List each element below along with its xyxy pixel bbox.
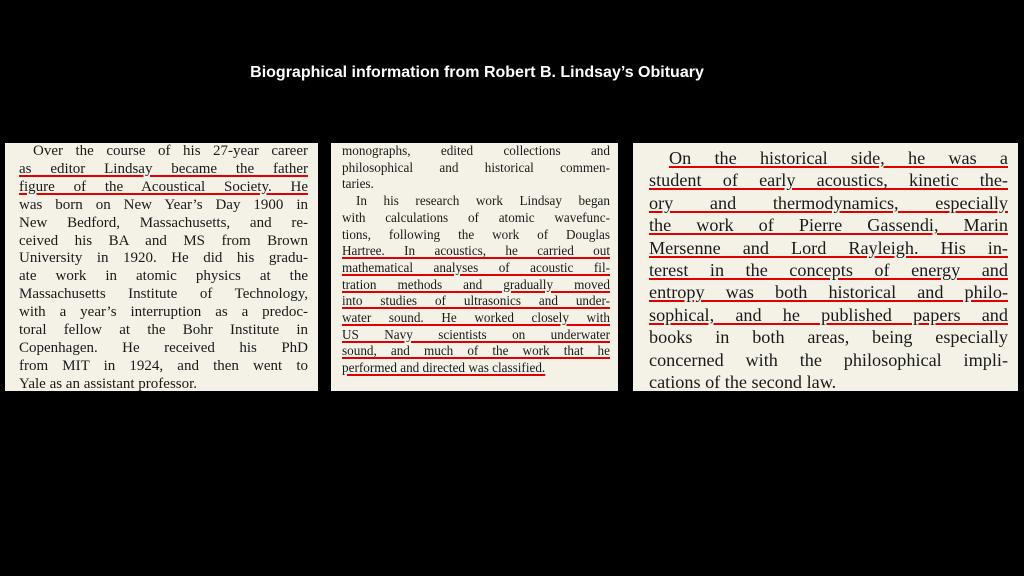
clipping-text-line (19, 233, 308, 251)
text: Massachusetts Institute of Technology, (19, 286, 308, 303)
clipping-text-line (19, 179, 308, 197)
text: with a year’s interruption as a predoc- (19, 304, 308, 321)
text: taries. (342, 176, 374, 192)
highlighted-text: ory and thermodynamics, especially (649, 192, 1008, 213)
text: University in 1920. He did his gradu- (19, 250, 308, 267)
clipping-text-line (342, 310, 610, 327)
clipping-text-line (342, 227, 610, 244)
clipping-text-line (649, 192, 1008, 214)
text: with calculations of atomic wavefunc- (342, 209, 610, 225)
clipping-text-line (342, 143, 610, 160)
text: concerned with the philosophical impli- (649, 349, 1008, 370)
highlighted-text: into studies of ultrasonics and under- (342, 293, 610, 309)
clipping-text-line (19, 197, 308, 215)
clipping-text-line (19, 286, 308, 304)
clipping-text-line (649, 349, 1008, 371)
clipping-text-line (649, 259, 1008, 281)
clipping-text-line (19, 304, 308, 322)
highlighted-text: terest in the concepts of energy and (649, 260, 1008, 281)
text: toral fellow at the Bohr Institute in (19, 322, 308, 339)
text: books in both areas, being especially (649, 327, 1008, 348)
clipping-text-line (649, 214, 1008, 236)
clipping-text-line (342, 277, 610, 294)
clipping-text-line (342, 327, 610, 344)
clipping-text-line (342, 293, 610, 310)
clipping-text-line (342, 160, 610, 177)
clipping-text-line (19, 215, 308, 233)
text: In his research work Lindsay began (356, 193, 610, 209)
clipping-text-line (342, 210, 610, 227)
text: monographs, edited collections and (342, 143, 610, 158)
clipping-text-line (649, 237, 1008, 259)
text: from MIT in 1924, and then went to (19, 357, 308, 374)
clipping-text-line (649, 147, 1008, 169)
clipping-text-line (342, 176, 610, 193)
clipping-text-line (649, 326, 1008, 348)
clipping-text-line (342, 243, 610, 260)
highlighted-text: performed and directed was classified. (342, 360, 546, 376)
clipping-text-line (19, 143, 308, 161)
clipping-text-line (649, 371, 1008, 391)
text: tions, following the work of Douglas (342, 226, 610, 242)
highlighted-text: sophical, and he published papers and (649, 304, 1008, 325)
text: New Bedford, Massachusetts, and re- (19, 214, 308, 231)
highlighted-text: student of early acoustics, kinetic the- (649, 170, 1008, 191)
clipping-text-line (19, 250, 308, 268)
text: philosophical and historical commen- (342, 159, 610, 175)
text: ate work in atomic physics at the (19, 268, 308, 285)
clipping-text-line (342, 360, 610, 377)
highlighted-text: Hartree. In acoustics, he carried out (342, 243, 610, 259)
text: cations of the second law. (649, 372, 837, 391)
text: ceived his BA and MS from Brown (19, 232, 308, 249)
obituary-clipping-career (5, 143, 318, 391)
highlighted-text: Mersenne and Lord Rayleigh. His in- (649, 237, 1008, 258)
highlighted-text: tration methods and gradually moved (342, 276, 610, 292)
slide-title: Biographical information from Robert B. Lindsay’s Obituary (250, 64, 704, 81)
highlighted-text: sound, and much of the work that he (342, 343, 610, 359)
clipping-text-line (19, 268, 308, 286)
text: Yale as an assistant professor. (19, 375, 198, 391)
clipping-text-line (342, 193, 610, 210)
clipping-text-line (649, 304, 1008, 326)
text: Over the course of his 27-year career (33, 143, 308, 159)
obituary-clipping-history (633, 143, 1018, 391)
clipping-text-line (19, 322, 308, 340)
text: Copenhagen. He received his PhD (19, 339, 308, 356)
clipping-text-line (19, 161, 308, 179)
clipping-text-line (649, 281, 1008, 303)
clipping-text-line (342, 343, 610, 360)
clipping-text-line (19, 358, 308, 376)
clipping-text-line (649, 169, 1008, 191)
clipping-text-line (342, 260, 610, 277)
highlighted-text: entropy was both historical and philo- (649, 282, 1008, 303)
clipping-text-line (19, 340, 308, 358)
highlighted-text: the work of Pierre Gassendi, Marin (649, 215, 1008, 236)
highlighted-text: mathematical analyses of acoustic fil- (342, 259, 610, 275)
highlighted-text: water sound. He worked closely with (342, 310, 610, 326)
text: was born on New Year’s Day 1900 in (19, 196, 308, 213)
highlighted-text: On the historical side, he was a (669, 148, 1008, 168)
highlighted-text: as editor Lindsay became the father (19, 160, 308, 177)
obituary-clipping-research (331, 143, 618, 391)
highlighted-text: figure of the Acoustical Society. He (19, 178, 308, 195)
clipping-text-line (19, 376, 308, 391)
highlighted-text: US Navy scientists on underwater (342, 326, 610, 342)
